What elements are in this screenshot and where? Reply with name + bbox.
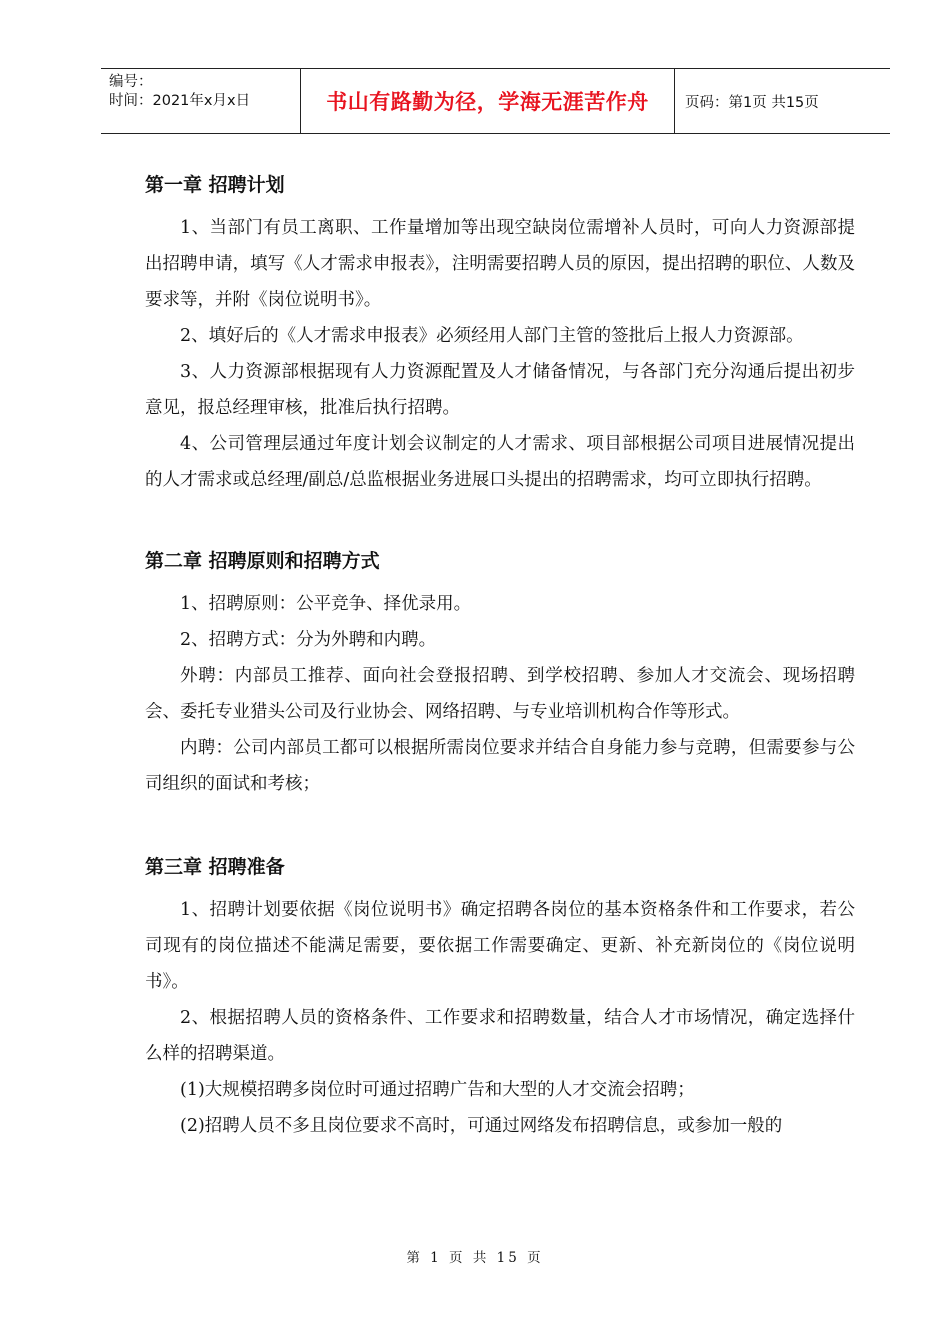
paragraph: (2)招聘人员不多且岗位要求不高时，可通过网络发布招聘信息，或参加一般的 [180,1116,783,1136]
page-footer: 第 1 页 共 15 页 [406,1250,544,1266]
paragraph: 2、根据招聘人员的资格条件、工作要求和招聘数量，结合人才市场情况，确定选择什么样的招聘渠道。 [145,1008,855,1064]
section-chapter-2 [145,536,855,802]
paragraph: 3、人力资源部根据现有人力资源配置及人才储备情况，与各部门充分沟通后提出初步意见，报总经理审核，批准后执行招聘。 [145,362,855,418]
document-body [145,160,855,1144]
chapter-1-title: 第一章 招聘计划 [145,174,285,196]
section-chapter-1 [145,160,855,498]
paragraph: (1)大规模招聘多岗位时可通过招聘广告和大型的人才交流会招聘； [180,1080,695,1100]
paragraph: 外聘：内部员工推荐、面向社会登报招聘、到学校招聘、参加人才交流会、现场招聘会、委托专业猎头公司及行业协会、网络招聘、与专业培训机构合作等形式。 [145,666,855,722]
page-header [101,68,890,134]
header-meta [101,69,301,133]
paragraph: 1、当部门有员工离职、工作量增加等出现空缺岗位需增补人员时，可向人力资源部提出招聘申请，填写《人才需求申报表》，注明需要招聘人员的原因，提出招聘的职位、人数及要求等，并附《岗位说明书》。 [145,218,855,310]
chapter-3-title: 第三章 招聘准备 [145,856,285,878]
header-time: 时间：2021年x月x日 [109,93,251,109]
header-motto: 书山有路勤为径，学海无涯苦作舟 [301,69,675,133]
paragraph: 4、公司管理层通过年度计划会议制定的人才需求、项目部根据公司项目进展情况提出的人才需求或总经理/副总/总监根据业务进展口头提出的招聘需求，均可立即执行招聘。 [145,434,855,490]
paragraph: 1、招聘原则：公平竞争、择优录用。 [180,594,472,614]
section-spacer [145,498,855,536]
chapter-2-title: 第二章 招聘原则和招聘方式 [145,550,380,572]
section-chapter-3 [145,842,855,1144]
paragraph: 1、招聘计划要依据《岗位说明书》确定招聘各岗位的基本资格条件和工作要求，若公司现有的岗位描述不能满足需要，要依据工作需要确定、更新、补充新岗位的《岗位说明书》。 [145,900,855,992]
paragraph: 2、填好后的《人才需求申报表》必须经用人部门主管的签批后上报人力资源部。 [180,326,804,346]
section-spacer [145,802,855,842]
paragraph: 内聘：公司内部员工都可以根据所需岗位要求并结合自身能力参与竞聘，但需要参与公司组织的面试和考核； [145,738,855,794]
paragraph: 2、招聘方式：分为外聘和内聘。 [180,630,437,650]
header-number: 编号： [109,74,153,90]
header-page-number: 页码：第1页 共15页 [685,94,819,111]
